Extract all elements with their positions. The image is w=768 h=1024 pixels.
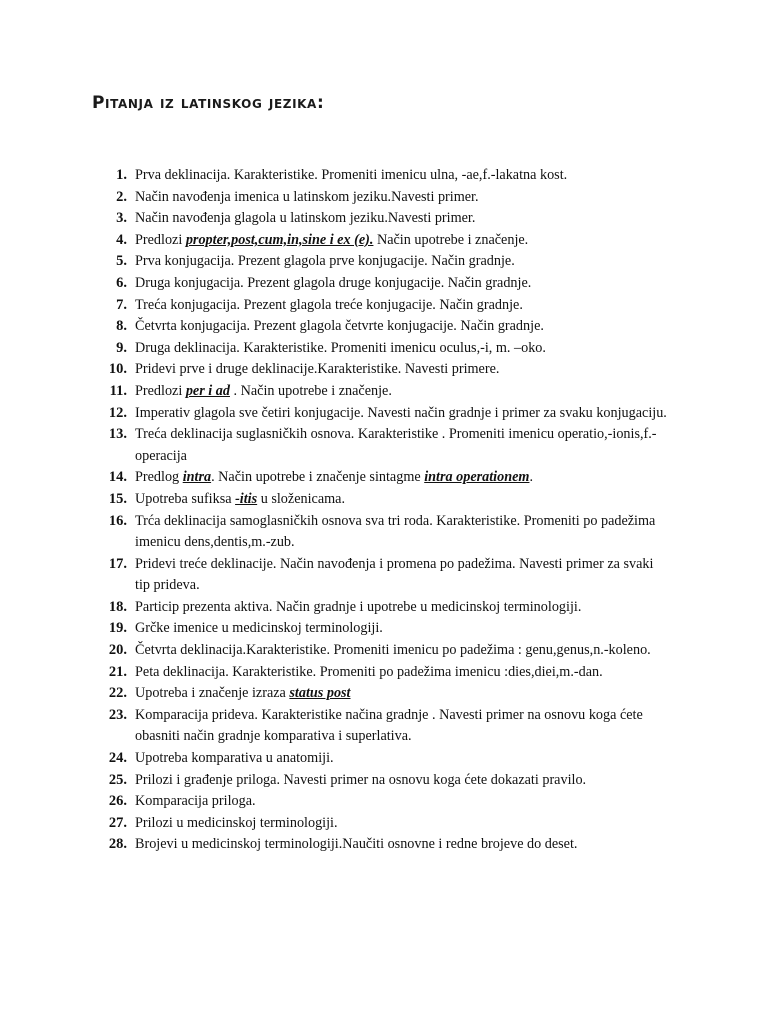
question-text-segment: Prva konjugacija. Prezent glagola prve konjugacije. Način gradnje. [135, 253, 515, 270]
question-list [0, 165, 768, 856]
question-text [135, 793, 256, 809]
question-item [0, 359, 768, 381]
question-item [0, 834, 768, 856]
question-text [135, 275, 531, 291]
question-text [135, 750, 334, 766]
question-text-segment: Treća konjugacija. Prezent glagola treće konjugacije. Način gradnje. [135, 296, 523, 313]
question-number: 18. [108, 598, 127, 615]
emphasized-term: per i ad [185, 382, 230, 399]
question-text-segment: Peta deklinacija. Karakteristike. Promeniti po padežima imenicu :dies,diei,m.-dan. [135, 663, 603, 680]
question-item [0, 662, 768, 684]
question-text-segment: Pridevi prve i druge deklinacije.Karakteristike. Navesti primere. [135, 361, 500, 378]
question-text-segment: Grčke imenice u medicinskoj terminologiji. [135, 620, 383, 637]
question-number: 27. [108, 814, 127, 831]
question-number: 13. [108, 426, 127, 443]
question-number: 10. [108, 361, 127, 378]
question-text-segment: Pridevi treće deklinacije. Način navođenja i promena po padežima. Navesti primer za svaki tip prideva. [135, 555, 654, 594]
question-item [0, 705, 768, 748]
question-text-segment: . [529, 469, 533, 486]
question-text-segment: Četvrta deklinacija.Karakteristike. Promeniti imenicu po padežima : genu,genus,n.-koleno. [135, 642, 651, 659]
question-text [135, 469, 533, 485]
question-number: 16. [108, 512, 127, 529]
question-text [135, 297, 523, 313]
question-number: 15. [108, 490, 127, 507]
question-text-segment: Predlog [135, 469, 183, 486]
question-item [0, 295, 768, 317]
question-text [135, 318, 544, 334]
question-item [0, 187, 768, 209]
question-text-segment: Način navođenja imenica u latinskom jeziku.Navesti primer. [135, 188, 479, 205]
emphasized-term: -itis [235, 490, 258, 507]
question-number: 17. [108, 555, 127, 572]
question-text-segment: u složenicama. [257, 490, 346, 507]
question-number: 2. [116, 188, 127, 205]
question-text [135, 836, 577, 852]
question-text [135, 361, 499, 377]
question-text-segment: Predlozi [135, 382, 186, 399]
question-item [0, 316, 768, 338]
question-text-segment: Upotreba sufiksa [135, 490, 236, 507]
question-item [0, 748, 768, 770]
question-item [0, 597, 768, 619]
question-text [135, 232, 528, 248]
emphasized-term: intra [182, 469, 212, 486]
question-text-segment: Imperativ glagola sve četiri konjugacije. Navesti način gradnje i primer za svaku konjugaciju. [135, 404, 667, 421]
question-text-segment: Prilozi u medicinskoj terminologiji. [135, 814, 338, 831]
document-title: Pitanja iz latinskog jezika: [92, 93, 325, 113]
question-text-segment: . Način upotrebe i značenje. [229, 382, 392, 399]
question-text-segment: . Način upotrebe i značenje sintagme [211, 469, 425, 486]
question-text [135, 815, 338, 831]
question-text-segment: Druga konjugacija. Prezent glagola druge konjugacije. Način gradnje. [135, 274, 532, 291]
question-item [0, 338, 768, 360]
question-item [0, 791, 768, 813]
question-item [0, 467, 768, 489]
question-item [0, 770, 768, 792]
question-number: 4. [116, 231, 127, 248]
question-number: 7. [116, 296, 127, 313]
question-number: 28. [108, 836, 127, 853]
question-text [135, 253, 515, 269]
question-number: 25. [108, 771, 127, 788]
question-item [0, 208, 768, 230]
question-text [135, 491, 345, 507]
question-text [135, 340, 546, 356]
question-text-segment: Prva deklinacija. Karakteristike. Promeniti imenicu ulna, -ae,f.-lakatna kost. [135, 167, 568, 183]
question-number: 24. [108, 750, 127, 767]
question-number: 3. [116, 210, 127, 227]
question-text-segment: Brojevi u medicinskoj terminologiji.Naučiti osnovne i redne brojeve do deset. [135, 836, 578, 853]
question-text [135, 383, 392, 399]
question-item [0, 251, 768, 273]
question-item [0, 165, 768, 187]
question-item [0, 403, 768, 425]
question-text [135, 642, 651, 658]
question-text [135, 513, 655, 551]
question-number: 19. [108, 620, 127, 637]
question-item [0, 489, 768, 511]
question-text-segment: Predlozi [135, 231, 186, 248]
question-number: 14. [108, 469, 127, 486]
question-item [0, 813, 768, 835]
question-text [135, 189, 479, 205]
question-text-segment: Prilozi i građenje priloga. Navesti primer na osnovu koga ćete dokazati pravilo. [135, 771, 587, 788]
question-text [135, 167, 567, 183]
question-text [135, 620, 383, 636]
question-number: 22. [108, 685, 127, 702]
question-number: 8. [116, 318, 127, 335]
question-text-segment: Upotreba i značenje izraza [135, 685, 290, 702]
question-text [135, 707, 643, 745]
question-item [0, 618, 768, 640]
question-item [0, 273, 768, 295]
question-item [0, 424, 768, 467]
question-item [0, 640, 768, 662]
question-text [135, 210, 475, 226]
question-number: 9. [116, 339, 127, 356]
question-text-segment: Četvrta konjugacija. Prezent glagola četvrte konjugacije. Način gradnje. [135, 318, 544, 335]
question-item [0, 554, 768, 597]
question-text-segment: Druga deklinacija. Karakteristike. Promeniti imenicu oculus,-i, m. –oko. [135, 339, 546, 356]
question-number: 5. [116, 253, 127, 270]
question-text [135, 426, 657, 464]
question-text [135, 599, 581, 615]
question-text-segment: Particip prezenta aktiva. Način gradnje i upotrebe u medicinskoj terminologiji. [135, 598, 582, 615]
question-text-segment: Komparacija priloga. [135, 793, 256, 810]
emphasized-term: propter,post,cum,in,sine i ex (e). [185, 231, 374, 248]
question-number: 12. [108, 404, 127, 421]
question-number: 21. [108, 663, 127, 680]
question-text-segment: Komparacija prideva. Karakteristike načina gradnje . Navesti primer na osnovu koga ćete obasniti način gradnje komparativa i superlativa. [135, 706, 643, 745]
question-number: 26. [108, 793, 127, 810]
question-number: 1. [116, 167, 127, 183]
question-number: 23. [108, 706, 127, 723]
question-text-segment: Upotreba komparativa u anatomiji. [135, 750, 334, 767]
question-text-segment: Treća deklinacija suglasničkih osnova. Karakteristike . Promeniti imenicu operatio,-ionis,f.-operacija [135, 426, 657, 464]
question-text-segment: Trća deklinacija samoglasničkih osnova sva tri roda. Karakteristike. Promeniti po padežima imenicu dens,dentis,m.-zub. [135, 512, 656, 551]
question-text-segment: Način navođenja glagola u latinskom jeziku.Navesti primer. [135, 210, 476, 227]
question-text [135, 685, 351, 701]
question-item [0, 511, 768, 554]
question-item [0, 381, 768, 403]
question-text [135, 772, 586, 788]
question-item [0, 230, 768, 252]
question-number: 20. [108, 642, 127, 659]
question-text [135, 664, 603, 680]
question-text [135, 556, 653, 594]
question-text-segment: Način upotrebe i značenje. [373, 231, 529, 248]
question-item [0, 683, 768, 705]
question-text [135, 405, 667, 421]
emphasized-term: status post [289, 685, 351, 702]
emphasized-term: intra operationem [424, 469, 530, 486]
question-number: 11. [109, 382, 127, 399]
question-number: 6. [116, 274, 127, 291]
